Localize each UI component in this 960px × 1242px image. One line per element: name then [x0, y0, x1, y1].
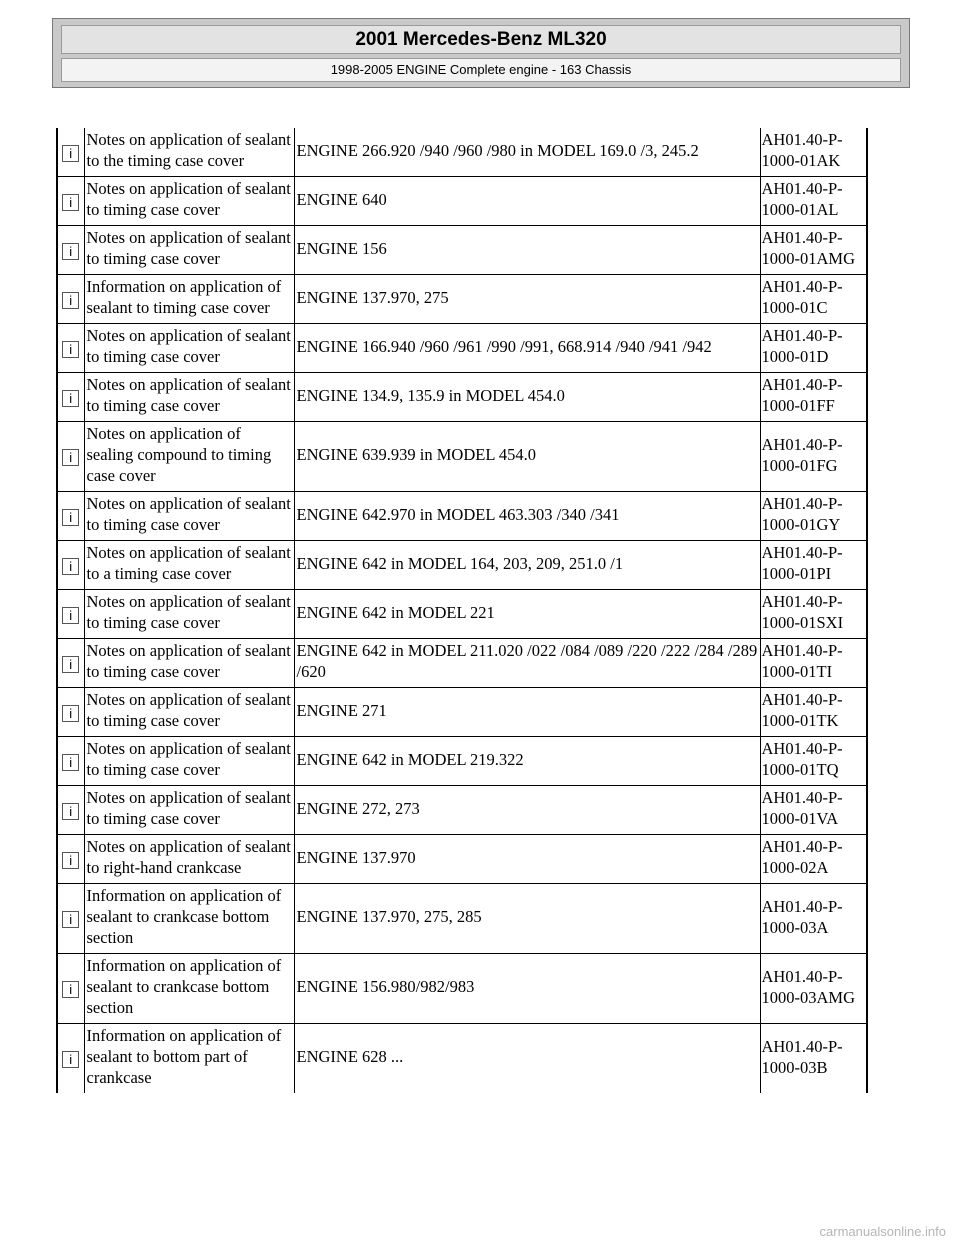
table-row	[57, 275, 867, 324]
row-description: Information on application of sealant to bottom part of crankcase	[84, 1024, 294, 1094]
page-title: 2001 Mercedes-Benz ML320	[61, 25, 901, 54]
row-description: Notes on application of sealant to timing case cover	[84, 688, 294, 737]
row-engine: ENGINE 642 in MODEL 164, 203, 209, 251.0 /1	[294, 541, 760, 590]
page-subtitle: 1998-2005 ENGINE Complete engine - 163 Chassis	[61, 58, 901, 82]
row-description: Notes on application of sealant to timing case cover	[84, 737, 294, 786]
row-reference: AH01.40-P-1000-03A	[760, 884, 867, 954]
row-reference: AH01.40-P-1000-01TK	[760, 688, 867, 737]
row-reference: AH01.40-P-1000-01AK	[760, 128, 867, 177]
row-engine: ENGINE 137.970, 275	[294, 275, 760, 324]
row-engine: ENGINE 628 ...	[294, 1024, 760, 1094]
row-reference: AH01.40-P-1000-01FF	[760, 373, 867, 422]
row-description: Notes on application of sealant to timing case cover	[84, 786, 294, 835]
info-icon-cell	[57, 128, 84, 177]
info-icon[interactable]: i	[62, 292, 79, 309]
table-row	[57, 177, 867, 226]
row-reference: AH01.40-P-1000-01TI	[760, 639, 867, 688]
row-reference: AH01.40-P-1000-01AL	[760, 177, 867, 226]
row-engine: ENGINE 156	[294, 226, 760, 275]
row-reference: AH01.40-P-1000-01AMG	[760, 226, 867, 275]
info-icon-cell	[57, 226, 84, 275]
info-icon-cell	[57, 177, 84, 226]
info-icon[interactable]: i	[62, 390, 79, 407]
row-reference: AH01.40-P-1000-01GY	[760, 492, 867, 541]
info-icon-cell	[57, 590, 84, 639]
row-description: Notes on application of sealant to timing case cover	[84, 226, 294, 275]
info-icon-cell	[57, 324, 84, 373]
row-description: Information on application of sealant to timing case cover	[84, 275, 294, 324]
info-icon-cell	[57, 1024, 84, 1094]
table-row	[57, 786, 867, 835]
table-row	[57, 737, 867, 786]
row-description: Information on application of sealant to crankcase bottom section	[84, 884, 294, 954]
info-icon[interactable]: i	[62, 705, 79, 722]
row-description: Notes on application of sealant to timing case cover	[84, 639, 294, 688]
row-reference: AH01.40-P-1000-01C	[760, 275, 867, 324]
page-header	[52, 18, 910, 88]
row-engine: ENGINE 137.970, 275, 285	[294, 884, 760, 954]
row-engine: ENGINE 642 in MODEL 219.322	[294, 737, 760, 786]
row-engine: ENGINE 272, 273	[294, 786, 760, 835]
row-reference: AH01.40-P-1000-01SXI	[760, 590, 867, 639]
info-icon[interactable]: i	[62, 852, 79, 869]
row-engine: ENGINE 266.920 /940 /960 /980 in MODEL 169.0 /3, 245.2	[294, 128, 760, 177]
row-engine: ENGINE 137.970	[294, 835, 760, 884]
row-engine: ENGINE 156.980/982/983	[294, 954, 760, 1024]
info-icon[interactable]: i	[62, 341, 79, 358]
row-reference: AH01.40-P-1000-01FG	[760, 422, 867, 492]
procedure-table	[56, 128, 868, 1093]
watermark: carmanualsonline.info	[819, 1224, 946, 1239]
row-engine: ENGINE 271	[294, 688, 760, 737]
row-reference: AH01.40-P-1000-01VA	[760, 786, 867, 835]
info-icon[interactable]: i	[62, 449, 79, 466]
info-icon-cell	[57, 541, 84, 590]
info-icon-cell	[57, 688, 84, 737]
table-row	[57, 373, 867, 422]
info-icon[interactable]: i	[62, 803, 79, 820]
row-engine: ENGINE 134.9, 135.9 in MODEL 454.0	[294, 373, 760, 422]
info-icon-cell	[57, 954, 84, 1024]
table-row	[57, 835, 867, 884]
row-engine: ENGINE 166.940 /960 /961 /990 /991, 668.914 /940 /941 /942	[294, 324, 760, 373]
info-icon-cell	[57, 275, 84, 324]
row-engine: ENGINE 642 in MODEL 211.020 /022 /084 /089 /220 /222 /284 /289 /620	[294, 639, 760, 688]
row-description: Notes on application of sealing compound to timing case cover	[84, 422, 294, 492]
info-icon-cell	[57, 835, 84, 884]
table-row	[57, 226, 867, 275]
info-icon[interactable]: i	[62, 1051, 79, 1068]
info-icon-cell	[57, 786, 84, 835]
table-row	[57, 541, 867, 590]
row-description: Notes on application of sealant to timing case cover	[84, 492, 294, 541]
info-icon-cell	[57, 492, 84, 541]
table-row	[57, 954, 867, 1024]
row-reference: AH01.40-P-1000-03B	[760, 1024, 867, 1094]
info-icon[interactable]: i	[62, 911, 79, 928]
table-row	[57, 639, 867, 688]
table-row	[57, 590, 867, 639]
row-description: Notes on application of sealant to timing case cover	[84, 590, 294, 639]
info-icon[interactable]: i	[62, 509, 79, 526]
info-icon[interactable]: i	[62, 607, 79, 624]
info-icon[interactable]: i	[62, 145, 79, 162]
row-reference: AH01.40-P-1000-02A	[760, 835, 867, 884]
row-description: Notes on application of sealant to timing case cover	[84, 324, 294, 373]
info-icon[interactable]: i	[62, 558, 79, 575]
row-reference: AH01.40-P-1000-03AMG	[760, 954, 867, 1024]
table-row	[57, 128, 867, 177]
info-icon-cell	[57, 884, 84, 954]
row-description: Notes on application of sealant to a timing case cover	[84, 541, 294, 590]
row-reference: AH01.40-P-1000-01PI	[760, 541, 867, 590]
info-icon[interactable]: i	[62, 754, 79, 771]
info-icon-cell	[57, 422, 84, 492]
info-icon[interactable]: i	[62, 243, 79, 260]
table-row	[57, 324, 867, 373]
table-row	[57, 884, 867, 954]
table-row	[57, 1024, 867, 1094]
row-description: Notes on application of sealant to timing case cover	[84, 373, 294, 422]
info-icon-cell	[57, 737, 84, 786]
info-icon[interactable]: i	[62, 656, 79, 673]
row-description: Notes on application of sealant to timing case cover	[84, 177, 294, 226]
row-description: Notes on application of sealant to the timing case cover	[84, 128, 294, 177]
row-engine: ENGINE 642.970 in MODEL 463.303 /340 /341	[294, 492, 760, 541]
row-description: Information on application of sealant to crankcase bottom section	[84, 954, 294, 1024]
info-icon[interactable]: i	[62, 981, 79, 998]
info-icon-cell	[57, 639, 84, 688]
procedure-table-body	[57, 128, 867, 1093]
row-reference: AH01.40-P-1000-01TQ	[760, 737, 867, 786]
row-description: Notes on application of sealant to right-hand crankcase	[84, 835, 294, 884]
row-engine: ENGINE 639.939 in MODEL 454.0	[294, 422, 760, 492]
info-icon[interactable]: i	[62, 194, 79, 211]
info-icon-cell	[57, 373, 84, 422]
table-row	[57, 492, 867, 541]
table-row	[57, 688, 867, 737]
table-row	[57, 422, 867, 492]
row-engine: ENGINE 642 in MODEL 221	[294, 590, 760, 639]
row-reference: AH01.40-P-1000-01D	[760, 324, 867, 373]
row-engine: ENGINE 640	[294, 177, 760, 226]
